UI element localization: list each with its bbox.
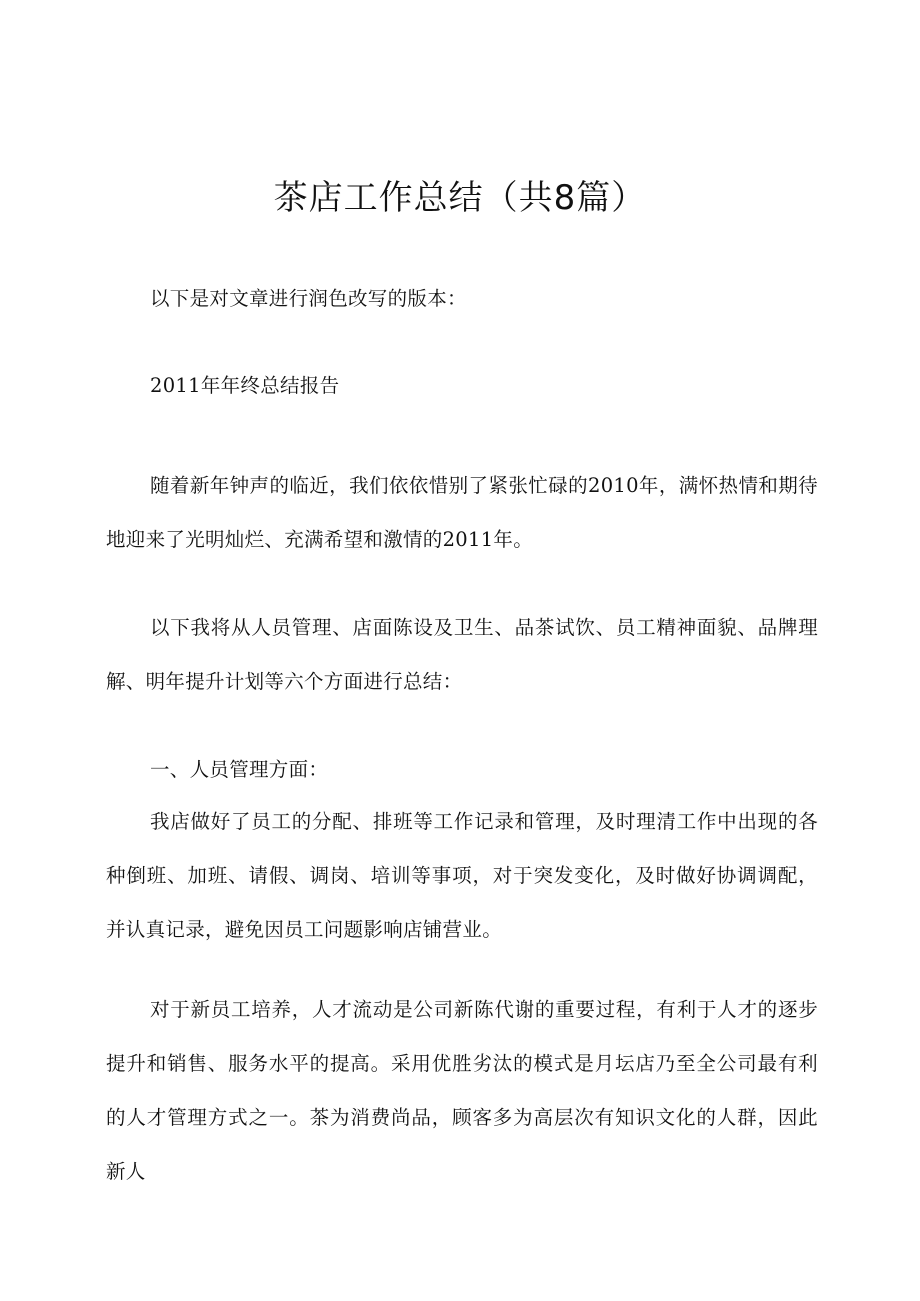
aspects-paragraph: 以下我将从人员管理、店面陈设及卫生、品茶试饮、员工精神面貌、品牌理解、明年提升计划等六个方面进行总结： xyxy=(106,616,818,693)
report-title: 2011年年终总结报告 xyxy=(150,374,340,397)
staff-management-paragraph: 我店做好了员工的分配、排班等工作记录和管理，及时理清工作中出现的各种倒班、加班、请假、调岗、培训等事项，对于突发变化，及时做好协调调配，并认真记录，避免因员工问题影响店铺营业。 xyxy=(106,810,818,941)
section-1-heading: 一、人员管理方面： xyxy=(150,758,329,781)
new-year-paragraph: 随着新年钟声的临近，我们依依惜别了紧张忙碌的2010年，满怀热情和期待地迎来了光明灿烂、充满希望和激情的2011年。 xyxy=(106,474,818,551)
document-title: 茶店工作总结（共8篇） xyxy=(273,178,647,218)
intro-paragraph: 以下是对文章进行润色改写的版本： xyxy=(150,287,467,310)
training-paragraph: 对于新员工培养，人才流动是公司新陈代谢的重要过程，有利于人才的逐步提升和销售、服务水平的提高。采用优胜劣汰的模式是月坛店乃至全公司最有利的人才管理方式之一。茶为消费尚品，顾客多为高层次有知识文化的人群，因此新人 xyxy=(106,998,818,1183)
